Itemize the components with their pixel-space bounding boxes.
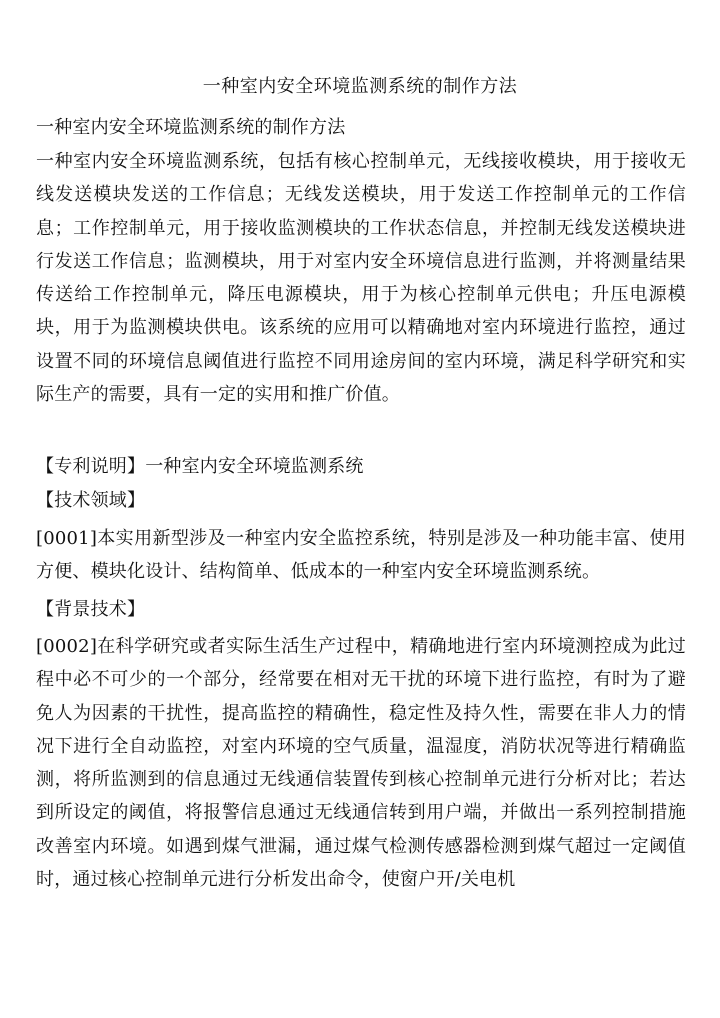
- patent-description-heading: 【专利说明】一种室内安全环境监测系统: [36, 456, 364, 477]
- paragraph-0002: [0002]在科学研究或者实际生活生产过程中，精确地进行室内环境测控成为此过程中必不可少的一个部分，经常要在相对无干扰的环境下进行监控，有时为了避免人为因素的干扰性，提高监控的精确性，稳定性及持久性，需要在非人力的情况下进行全自动监控，对室内环境的空气质量，温湿度，消防状况等进行精确监测，将所监测到的信息通过无线通信装置传到核心控制单元进行分析对比；若达到所设定的阈值，将报警信息通过无线通信转到用户端，并做出一系列控制措施改善室内环境。如遇到煤气泄漏，通过煤气检测传感器检测到煤气超过一定阈值时，通过核心控制单元进行分析发出命令，使窗户开/关电机: [36, 636, 686, 891]
- background-art-heading: 【背景技术】: [36, 599, 146, 620]
- technical-field-heading: 【技术领域】: [36, 490, 146, 511]
- document-title: 一种室内安全环境监测系统的制作方法: [202, 76, 518, 97]
- abstract-paragraph: 一种室内安全环境监测系统，包括有核心控制单元，无线接收模块，用于接收无线发送模块发送的工作信息；无线发送模块，用于发送工作控制单元的工作信息；工作控制单元，用于接收监测模块的工作状态信息，并控制无线发送模块进行发送工作信息；监测模块，用于对室内安全环境信息进行监测，并将测量结果传送给工作控制单元，降压电源模块，用于为核心控制单元供电；升压电源模块，用于为监测模块供电。该系统的应用可以精确地对室内环境进行监控，通过设置不同的环境信息阈值进行监控不同用途房间的室内环境，满足科学研究和实际生产的需要，具有一定的实用和推广价值。: [36, 151, 686, 406]
- document-subtitle: 一种室内安全环境监测系统的制作方法: [36, 117, 346, 138]
- paragraph-0001: [0001]本实用新型涉及一种室内安全监控系统，特别是涉及一种功能丰富、使用方便、模块化设计、结构简单、低成本的一种室内安全环境监测系统。: [36, 528, 686, 583]
